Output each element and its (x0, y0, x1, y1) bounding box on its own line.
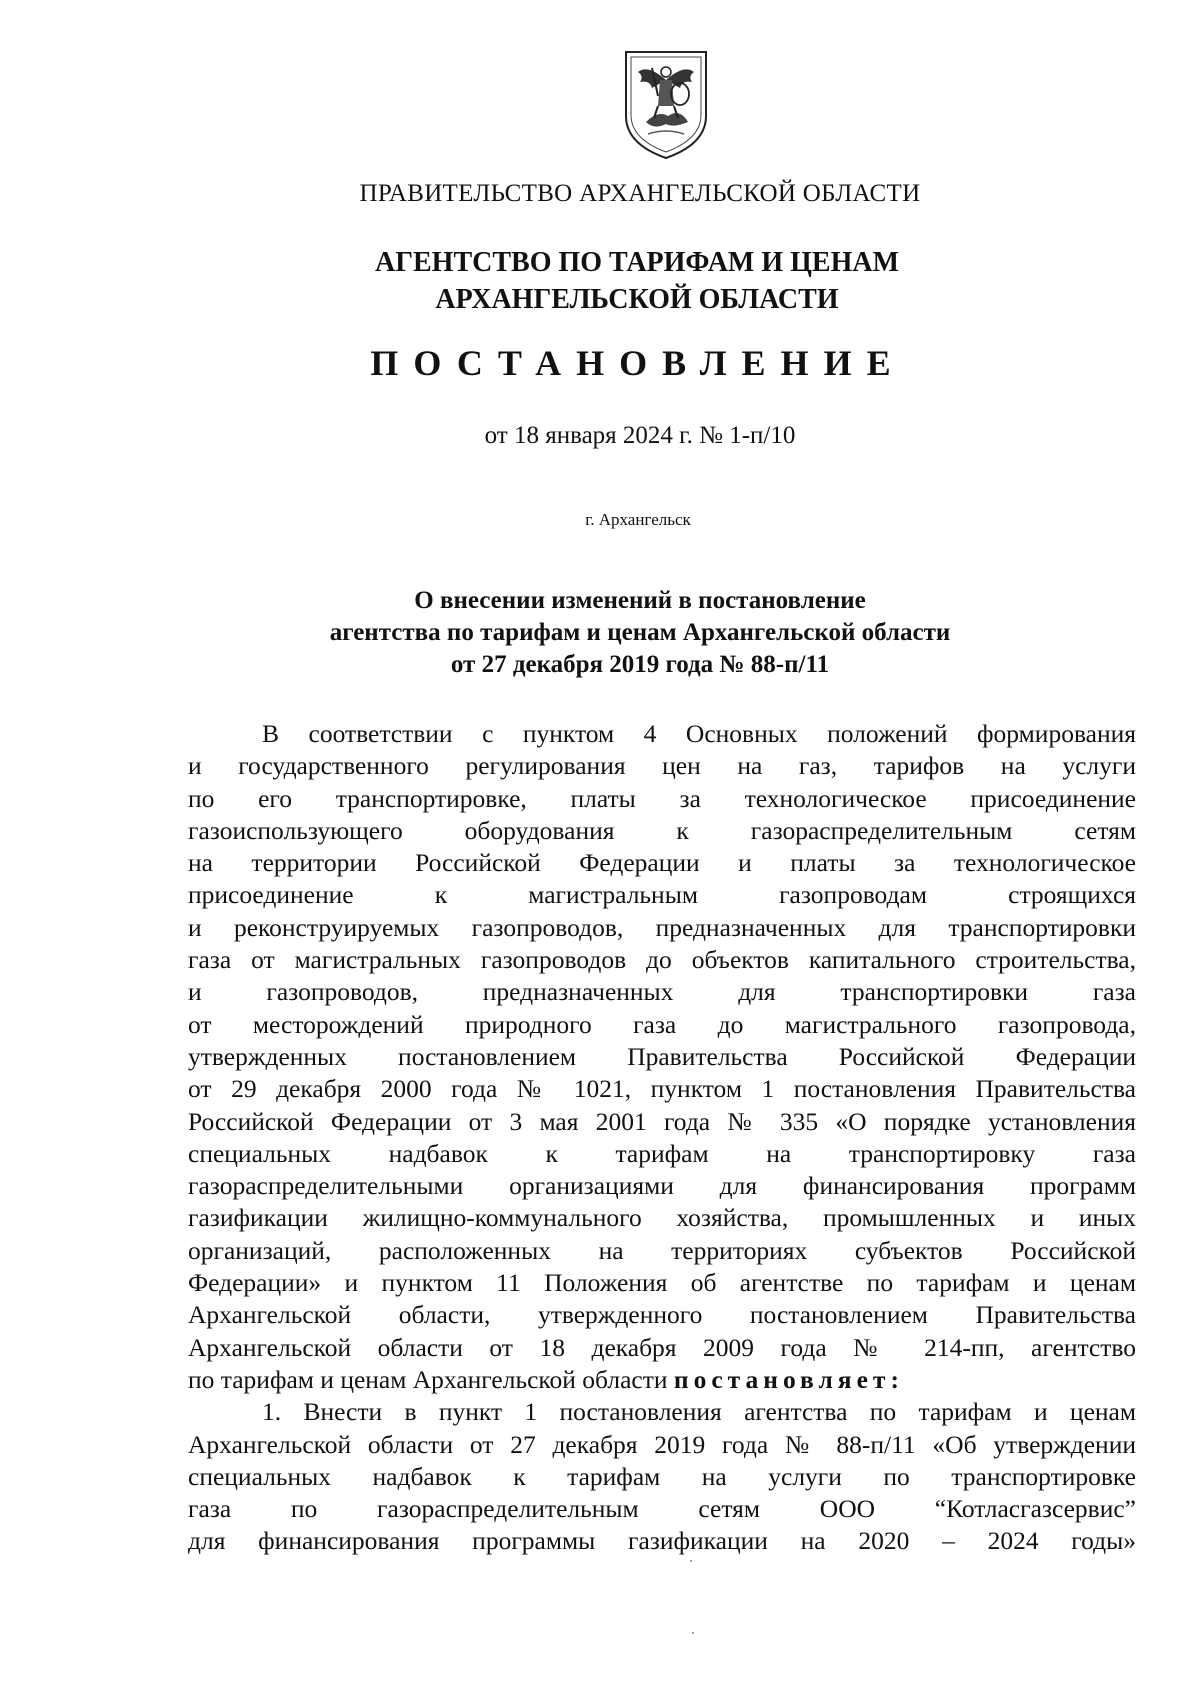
document-title (40, 585, 1200, 681)
item1-line: специальных надбавок к тарифам на услуги по транспортировке (188, 1461, 1136, 1491)
item1-line: Архангельской области от 27 декабря 2019 года № 88-п/11 «Об утверждении (188, 1429, 1136, 1459)
title-line: агентства по тарифам и ценам Архангельской области (329, 619, 951, 646)
agency-name (37, 244, 1200, 318)
item1-line: для финансирования программы газификации на 2020 – 2024 годы» (188, 1526, 1136, 1556)
agency-name-line2: АРХАНГЕЛЬСКОЙ ОБЛАСТИ (435, 284, 839, 315)
item1-line: 1. Внести в пункт 1 постановления агентства по тарифам и ценам (262, 1397, 1136, 1427)
body-line: на территории Российской Федерации и платы за технологическое (188, 848, 1136, 878)
body-line: утвержденных постановлением Правительства Российской Федерации (188, 1041, 1136, 1071)
body-line: от 29 декабря 2000 года № 1021, пунктом 1 постановления Правительства (188, 1074, 1136, 1104)
body-line: от месторождений природного газа до магистрального газопровода, (188, 1009, 1136, 1039)
body-line: газификации жилищно-коммунального хозяйства, промышленных и иных (188, 1203, 1136, 1233)
body-line: и государственного регулирования цен на газ, тарифов на услуги (188, 751, 1136, 781)
government-name: ПРАВИТЕЛЬСТВО АРХАНГЕЛЬСКОЙ ОБЛАСТИ (359, 180, 921, 207)
body-line-final (188, 1364, 1136, 1396)
resolves-keyword: постановляет: (673, 1364, 904, 1394)
body-line: газоиспользующего оборудования к газораспределительным сетям (188, 815, 1136, 845)
title-line: О внесении изменений в постановление (414, 587, 866, 614)
body-line: присоединение к магистральным газопроводам строящихся (188, 880, 1136, 910)
document-type: ПОСТАНОВЛЕНИЕ (370, 343, 906, 383)
coat-of-arms-icon (618, 46, 714, 162)
body-line: и газопроводов, предназначенных для транспортировки газа (188, 977, 1136, 1007)
item1-line: газа по газораспределительным сетям ООО “Котласгазсервис” (188, 1494, 1136, 1524)
body-line: Архангельской области от 18 декабря 2009 года № 214-пп, агентство (188, 1332, 1136, 1362)
document-date-number: от 18 января 2024 г. № 1-п/10 (484, 422, 796, 449)
document-city: г. Архангельск (585, 510, 691, 529)
body-line: по его транспортировке, платы за технологическое присоединение (188, 783, 1136, 813)
title-line: от 27 декабря 2019 года № 88-п/11 (450, 651, 830, 678)
body-line: газораспределительными организациями для финансирования программ (188, 1171, 1136, 1201)
body-line-prefix: по тарифам и ценам Архангельской области (188, 1364, 674, 1394)
body-line: Российской Федерации от 3 мая 2001 года № 335 «О порядке установления (188, 1106, 1136, 1136)
body-line: Федерации» и пунктом 11 Положения об агентстве по тарифам и ценам (188, 1268, 1136, 1298)
body-line: специальных надбавок к тарифам на транспортировку газа (188, 1138, 1136, 1168)
scan-speck (690, 1560, 692, 1562)
body-line: и реконструируемых газопроводов, предназначенных для транспортировки (188, 912, 1136, 942)
body-line: Архангельской области, утвержденного постановлением Правительства (188, 1300, 1136, 1330)
agency-name-line1: АГЕНТСТВО ПО ТАРИФАМ И ЦЕНАМ (374, 247, 900, 278)
body-line: В соответствии с пунктом 4 Основных положений формирования (262, 719, 1136, 748)
scan-speck (692, 1632, 694, 1634)
body-line: газа от магистральных газопроводов до объектов капитального строительства, (188, 945, 1136, 975)
body-line: организаций, расположенных на территориях субъектов Российской (188, 1235, 1136, 1265)
document-body (188, 718, 1136, 1558)
